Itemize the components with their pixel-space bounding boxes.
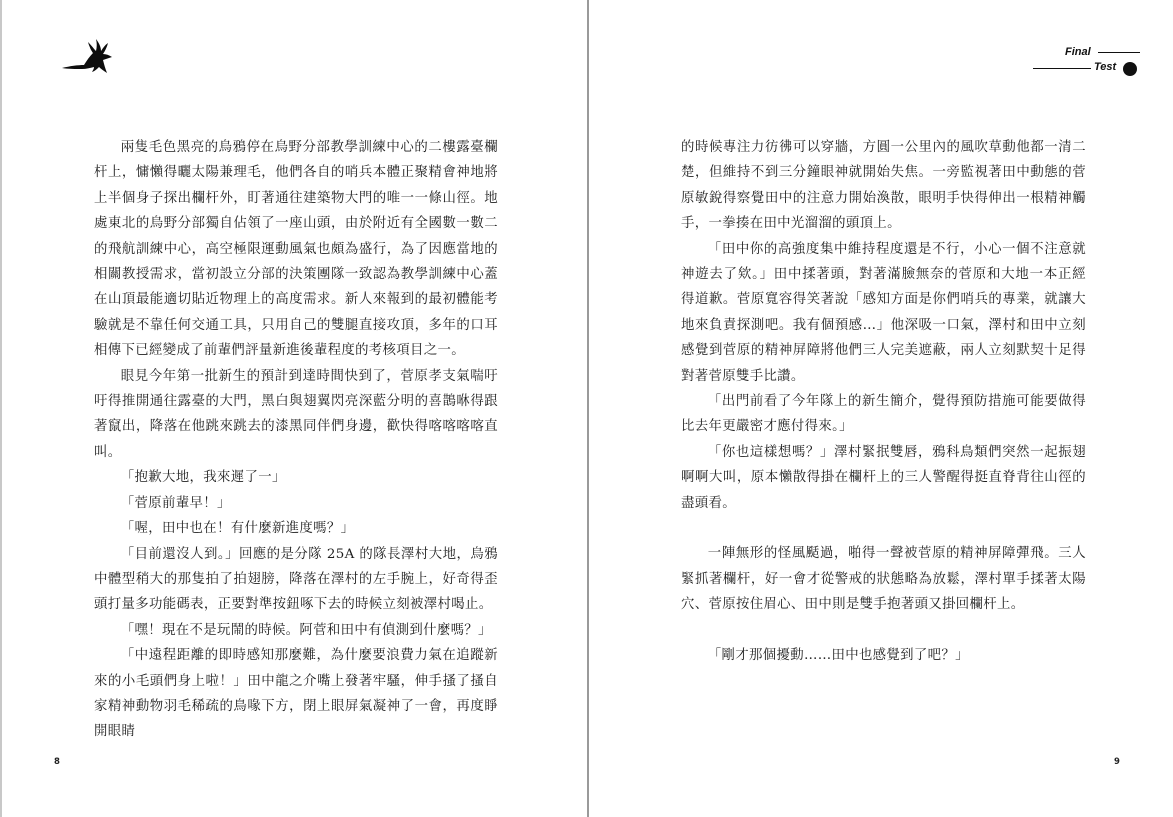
magpie-bird-icon (60, 38, 114, 76)
logo-badge-icon (1123, 62, 1137, 76)
page-number: 8 (54, 757, 60, 767)
paragraph: 「你也這樣想嗎？」澤村緊抿雙唇，鴉科鳥類們突然一起振翅啊啊大叫，原本懶散得掛在欄杆上的三人警醒得挺直脊背往山徑的盡頭看。 (681, 444, 1086, 511)
dialogue-line: 「剛才那個擾動……田中也感覺到了吧？」 (707, 648, 969, 664)
dialogue-line: 「嘿！現在不是玩鬧的時候。阿菅和田中有偵測到什麼嗎？」 (120, 622, 492, 638)
paragraph: 的時候專注力彷彿可以穿牆，方圓一公里內的風吹草動他都一清二楚，但維持不到三分鐘眼神就開始失焦。一旁監視著田中動態的菅原敏銳得察覺田中的注意力開始渙散，眼明手快得伸出一根精神觸手，一拳揍在田中光溜溜的頭頂上。 (681, 140, 1086, 232)
paragraph: 一陣無形的怪風颳過，啪得一聲被菅原的精神屏障彈飛。三人緊抓著欄杆，好一會才從警戒的狀態略為放鬆，澤村單手揉著太陽穴、菅原按住眉心、田中則是雙手抱著頭又掛回欄杆上。 (681, 546, 1086, 613)
logo-word-final: Final (1065, 46, 1091, 58)
left-page-body (94, 135, 498, 745)
dialogue-line: 「喔，田中也在！有什麼新進度嗎？」 (120, 521, 355, 537)
dialogue-line: 「抱歉大地，我來遲了一」 (120, 470, 286, 486)
final-test-logo (1030, 44, 1142, 78)
dialogue-line: 「菅原前輩早！」 (120, 495, 231, 511)
logo-rule (1098, 52, 1140, 53)
paragraph: 「中遠程距離的即時感知那麼難，為什麼要浪費力氣在追蹤新來的小毛頭們身上啦！」田中龍之介嘴上發著牢騷，伸手搔了搔自家精神動物羽毛稀疏的鳥喙下方，閉上眼屏氣凝神了一會，再度睜開眼睛 (94, 648, 498, 740)
logo-word-test: Test (1094, 61, 1117, 73)
right-page-body (681, 135, 1086, 669)
paragraph: 眼見今年第一批新生的預計到達時間快到了，菅原孝支氣喘吁吁得推開通往露臺的大門，黑白與翅翼閃亮深藍分明的喜鵲咻得跟著竄出，降落在他跳來跳去的漆黑同伴們身邊，歡快得喀喀喀喀直叫。 (94, 368, 498, 460)
paragraph: 兩隻毛色黑亮的烏鴉停在烏野分部教學訓練中心的二樓露臺欄杆上，慵懶得曬太陽兼理毛，他們各自的哨兵本體正聚精會神地將上半個身子探出欄杆外，盯著通往建築物大門的唯一一條山徑。地處東北的烏野分部獨自佔領了一座山頭，由於附近有全國數一數二的飛航訓練中心，高空極限運動風氣也頗為盛行，為了因應當地的相關教授需求，當初設立分部的決策團隊一致認為教學訓練中心蓋在山頂最能適切貼近物理上的高度需求。新人來報到的最初體能考驗就是不靠任何交通工具，只用自己的雙腿直接攻頂，多年的口耳相傳下已經變成了前輩們評量新進後輩程度的考核項目之一。 (94, 140, 498, 359)
paragraph: 「出門前看了今年隊上的新生簡介，覺得預防措施可能要做得比去年更嚴密才應付得來。」 (681, 394, 1086, 435)
logo-rule (1033, 68, 1091, 69)
page-number: 9 (1114, 757, 1120, 767)
paragraph: 「田中你的高強度集中維持程度還是不行，小心一個不注意就神遊去了欸。」田中揉著頭，對著滿臉無奈的菅原和大地一本正經得道歉。菅原寬容得笑著說「感知方面是你們哨兵的專業，就讓大地來負責探測吧。我有個預感…」他深吸一口氣，澤村和田中立刻感覺到菅原的精神屏障將他們三人完美遮蔽，兩人立刻默契十足得對著菅原雙手比讚。 (681, 241, 1086, 384)
paragraph: 「目前還沒人到。」回應的是分隊 25A 的隊長澤村大地，烏鴉中體型稍大的那隻拍了拍翅膀，降落在澤村的左手腕上，好奇得歪頭打量多功能碼表，正要對準按鈕啄下去的時候立刻被澤村喝止。 (94, 546, 498, 613)
